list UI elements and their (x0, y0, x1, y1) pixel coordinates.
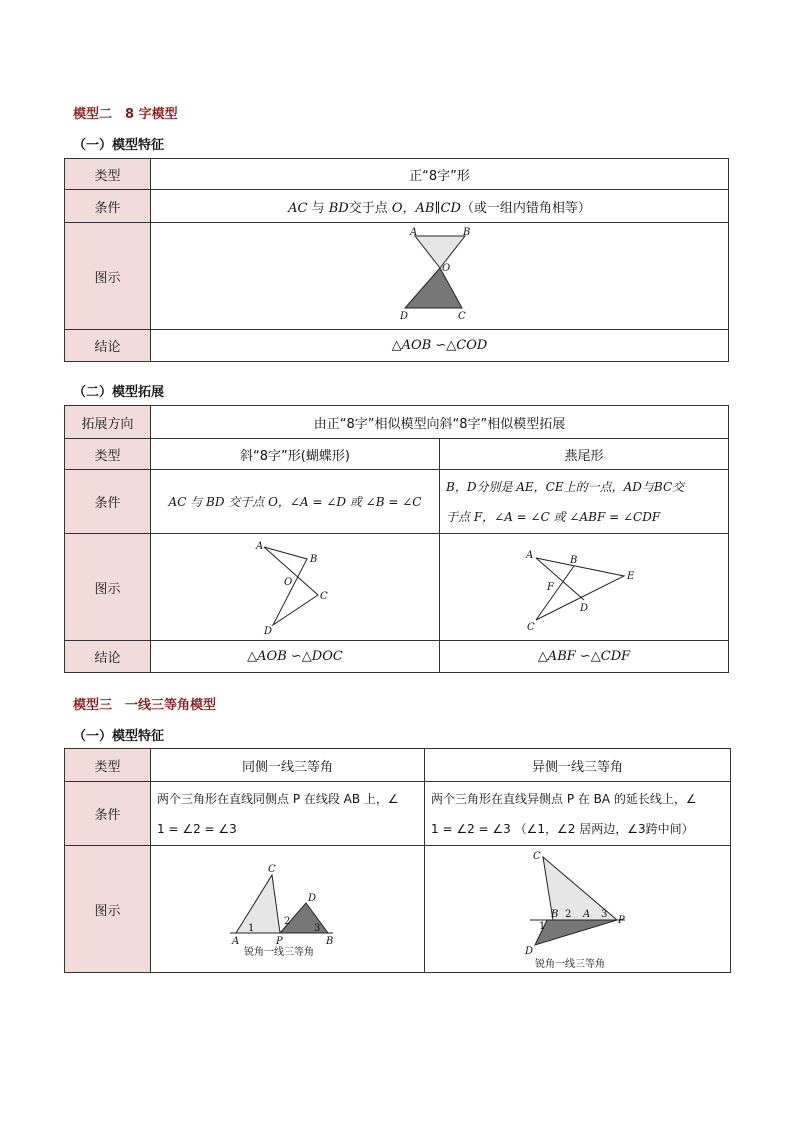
type-value: 正“8字”形 (151, 159, 729, 190)
type-right: 异侧一线三等角 (425, 749, 731, 782)
svg-text:D: D (307, 893, 316, 904)
condition-value: AC 与 BD交于点 O，AB∥CD（或一组内错角相等） (151, 190, 729, 223)
conclusion-value: △AOB ∽△COD (151, 330, 729, 362)
condition-right: 两个三角形在直线异侧点 P 在 BA 的延长线上，∠ 1 = ∠2 = ∠3 （∠1，∠2 居两边，∠3跨中间） (425, 782, 731, 846)
svg-text:C: C (320, 591, 328, 602)
model2-section1: （一）模型特征 (73, 138, 165, 153)
model2-title: 模型二 8 字模型 (73, 107, 178, 122)
svg-text:锐角一线三等角: 锐角一线三等角 (243, 947, 314, 958)
svg-text:A: A (583, 908, 591, 920)
svg-text:D: D (399, 311, 408, 322)
svg-text:A: A (526, 550, 534, 561)
figure-8-diagram (400, 226, 480, 326)
model2-extension-table (64, 405, 729, 673)
svg-text:2: 2 (565, 908, 572, 920)
svg-text:B: B (462, 227, 470, 238)
same-side-figure-cell (151, 846, 425, 973)
condition-label: 条件 (65, 190, 151, 223)
same-side-diagram (228, 859, 348, 959)
butterfly-diagram (250, 537, 340, 637)
svg-text:B: B (310, 554, 318, 565)
butterfly-figure-cell (151, 534, 440, 641)
direction-label: 拓展方向 (65, 406, 151, 439)
type-left: 斜“8字”形(蝴蝶形) (151, 439, 440, 470)
model3-title: 模型三 一线三等角模型 (73, 698, 217, 713)
svg-text:B: B (551, 908, 559, 920)
svg-text:C: C (457, 311, 466, 322)
svg-text:O: O (441, 263, 450, 274)
model3-section1: （一）模型特征 (73, 729, 165, 744)
opposite-side-figure-cell (425, 846, 731, 973)
svg-text:A: A (256, 541, 264, 552)
svg-text:D: D (580, 603, 589, 614)
svg-text:D: D (525, 945, 534, 957)
model2-section2: （二）模型拓展 (73, 385, 165, 400)
svg-text:C: C (527, 622, 535, 632)
figure-label: 图示 (65, 534, 151, 641)
condition-label: 条件 (65, 470, 151, 534)
opposite-side-diagram (425, 847, 725, 972)
svg-text:A: A (231, 936, 239, 947)
svg-text:D: D (264, 626, 273, 637)
type-right: 燕尾形 (440, 439, 729, 470)
type-label: 类型 (65, 439, 151, 470)
svg-text:O: O (284, 577, 293, 588)
swallowtail-figure-cell (440, 534, 729, 641)
figure-label: 图示 (65, 223, 151, 330)
svg-text:3: 3 (601, 908, 608, 920)
type-label: 类型 (65, 749, 151, 782)
condition-right: B，D分别是 AE，CE上的一点，AD与BC交 于点 F，∠A = ∠C 或 ∠ABF = ∠CDF (440, 470, 729, 534)
swallowtail-diagram (524, 542, 644, 632)
svg-text:1: 1 (247, 923, 254, 934)
svg-text:B: B (570, 555, 578, 566)
figure-cell (151, 223, 729, 330)
svg-text:B: B (325, 936, 333, 947)
svg-text:C: C (267, 864, 276, 875)
svg-text:锐角一线三等角: 锐角一线三等角 (535, 958, 605, 970)
direction-value: 由正“8字”相似模型向斜“8字”相似模型拓展 (151, 406, 729, 439)
svg-text:1: 1 (539, 920, 546, 932)
condition-left: 两个三角形在直线同侧点 P 在线段 AB 上，∠ 1 = ∠2 = ∠3 (151, 782, 425, 846)
conclusion-left: △AOB ∽△DOC (151, 641, 440, 673)
type-label: 类型 (65, 159, 151, 190)
svg-text:C: C (533, 850, 541, 862)
svg-text:P: P (275, 936, 283, 947)
svg-text:2: 2 (283, 916, 290, 927)
svg-text:P: P (618, 914, 625, 926)
figure-label: 图示 (65, 846, 151, 973)
model3-feature-table (64, 748, 731, 973)
svg-text:A: A (409, 227, 417, 238)
condition-left: AC 与 BD 交于点 O，∠A = ∠D 或 ∠B = ∠C (151, 470, 440, 534)
conclusion-label: 结论 (65, 330, 151, 362)
conclusion-label: 结论 (65, 641, 151, 673)
svg-text:F: F (547, 582, 554, 593)
condition-label: 条件 (65, 782, 151, 846)
type-left: 同侧一线三等角 (151, 749, 425, 782)
svg-text:E: E (627, 571, 635, 582)
model2-feature-table (64, 158, 729, 362)
svg-text:3: 3 (313, 923, 320, 934)
conclusion-right: △ABF ∽△CDF (440, 641, 729, 673)
